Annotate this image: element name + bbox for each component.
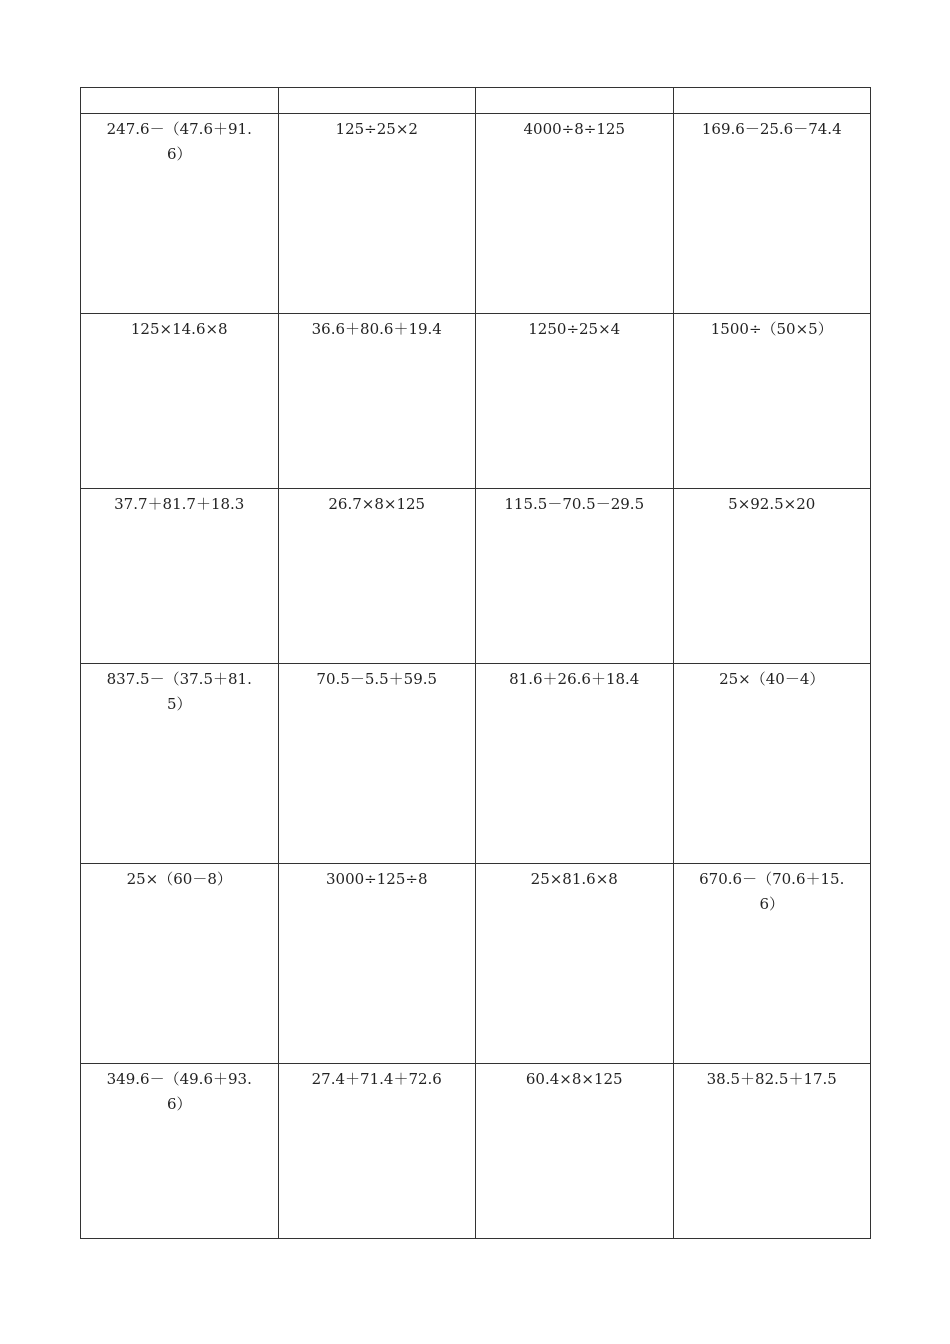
problem-cell [476,114,674,314]
problem-cell [278,114,476,314]
problem-expression: 37.7＋81.7＋18.3 [114,495,245,513]
calculation-worksheet-table [80,87,871,1239]
problem-row [81,314,871,489]
problem-cell [278,664,476,864]
problem-expression: 5×92.5×20 [728,495,816,513]
problem-cell [673,1064,871,1239]
problem-expression: 247.6－（47.6＋91.6） [106,120,252,163]
problem-cell [81,864,279,1064]
problem-expression: 81.6＋26.6＋18.4 [509,670,640,688]
problem-expression: 125×14.6×8 [130,320,228,338]
problem-expression: 349.6－（49.6＋93.6） [106,1070,252,1113]
problem-cell [673,114,871,314]
problem-expression: 125÷25×2 [335,120,418,138]
problem-cell [476,664,674,864]
problem-row [81,114,871,314]
problem-expression: 26.7×8×125 [328,495,426,513]
problem-cell [673,864,871,1064]
problem-expression: 36.6＋80.6＋19.4 [311,320,442,338]
problem-cell [476,1064,674,1239]
problem-cell [81,114,279,314]
problem-cell [476,864,674,1064]
problem-row [81,864,871,1064]
header-cell [278,88,476,114]
problem-row [81,489,871,664]
problem-cell [81,664,279,864]
problem-expression: 25×（60－8） [126,870,232,888]
problem-expression: 115.5－70.5－29.5 [504,495,645,513]
problem-cell [673,314,871,489]
problem-expression: 1250÷25×4 [528,320,621,338]
problem-expression: 3000÷125÷8 [326,870,428,888]
header-cell [81,88,279,114]
problem-cell [81,314,279,489]
problem-expression: 25×81.6×8 [530,870,618,888]
problem-cell [278,314,476,489]
problem-row [81,1064,871,1239]
problem-cell [476,489,674,664]
problem-cell [673,664,871,864]
problem-expression: 837.5－（37.5＋81.5） [106,670,252,713]
problem-expression: 70.5－5.5＋59.5 [316,670,438,688]
problem-cell [278,1064,476,1239]
problem-expression: 169.6－25.6－74.4 [701,120,842,138]
problem-expression: 670.6－（70.6＋15.6） [699,870,845,913]
problem-expression: 60.4×8×125 [525,1070,623,1088]
header-cell [476,88,674,114]
problem-cell [673,489,871,664]
problem-expression: 4000÷8÷125 [523,120,625,138]
problem-expression: 1500÷（50×5） [710,320,833,338]
problem-cell [81,1064,279,1239]
problem-expression: 38.5＋82.5＋17.5 [706,1070,837,1088]
problem-cell [81,489,279,664]
problem-expression: 25×（40－4） [719,670,825,688]
problem-expression: 27.4＋71.4＋72.6 [311,1070,442,1088]
problem-cell [278,489,476,664]
header-row [81,88,871,114]
header-cell [673,88,871,114]
problem-cell [476,314,674,489]
problem-row [81,664,871,864]
problem-cell [278,864,476,1064]
